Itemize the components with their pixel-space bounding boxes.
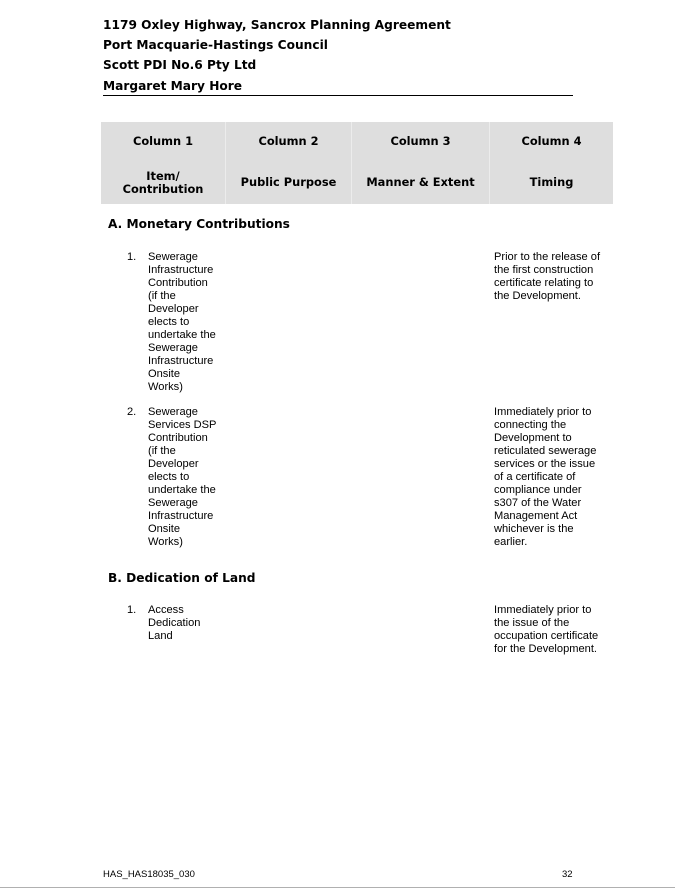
row-item-contribution: Sewerage Infrastructure Contribution (if the Developer elects to undertake the Sewerage Infrastructure Onsite Works) xyxy=(148,251,216,393)
section-heading-dedication: B. Dedication of Land xyxy=(108,571,256,585)
column-heading-4: Column 4 xyxy=(489,122,613,162)
row-number: 1. xyxy=(127,604,137,616)
table-header xyxy=(101,122,613,204)
agreement-title: 1179 Oxley Highway, Sancrox Planning Agreement xyxy=(103,18,451,32)
row-timing: Prior to the release of the first construction certificate relating to the Development. xyxy=(494,251,601,302)
header-rule xyxy=(103,95,573,96)
subheading-manner-extent: Manner & Extent xyxy=(351,162,489,204)
party-landowner: Margaret Mary Hore xyxy=(103,79,243,93)
row-number: 2. xyxy=(127,406,137,418)
row-item-contribution: Sewerage Services DSP Contribution (if the Developer elects to undertake the Sewerage Infrastructure Onsite Works) xyxy=(148,406,217,548)
section-heading-monetary: A. Monetary Contributions xyxy=(108,217,290,231)
page-bottom-rule xyxy=(0,887,675,888)
column-heading-1: Column 1 xyxy=(132,134,194,149)
row-timing: Immediately prior to connecting the Development to reticulated sewerage services or the issue of a certificate of compliance under s307 of the Water Management Act whichever is the earlier. xyxy=(494,406,597,548)
column-heading-2: Column 2 xyxy=(225,122,351,162)
subheading-public-purpose: Public Purpose xyxy=(225,162,351,204)
party-developer: Scott PDI No.6 Pty Ltd xyxy=(103,58,257,72)
party-council: Port Macquarie-Hastings Council xyxy=(103,38,328,52)
subheading-timing: Timing xyxy=(489,162,613,204)
page-number: 32 xyxy=(562,869,573,880)
row-number: 1. xyxy=(127,251,137,263)
column-heading-3: Column 3 xyxy=(351,122,489,162)
row-item-contribution: Access Dedication Land xyxy=(148,604,201,642)
document-reference: HAS_HAS18035_030 xyxy=(103,869,195,880)
row-timing: Immediately prior to the issue of the occupation certificate for the Development. xyxy=(494,604,599,655)
subheading-item-contribution: Item/ Contribution xyxy=(122,168,204,196)
